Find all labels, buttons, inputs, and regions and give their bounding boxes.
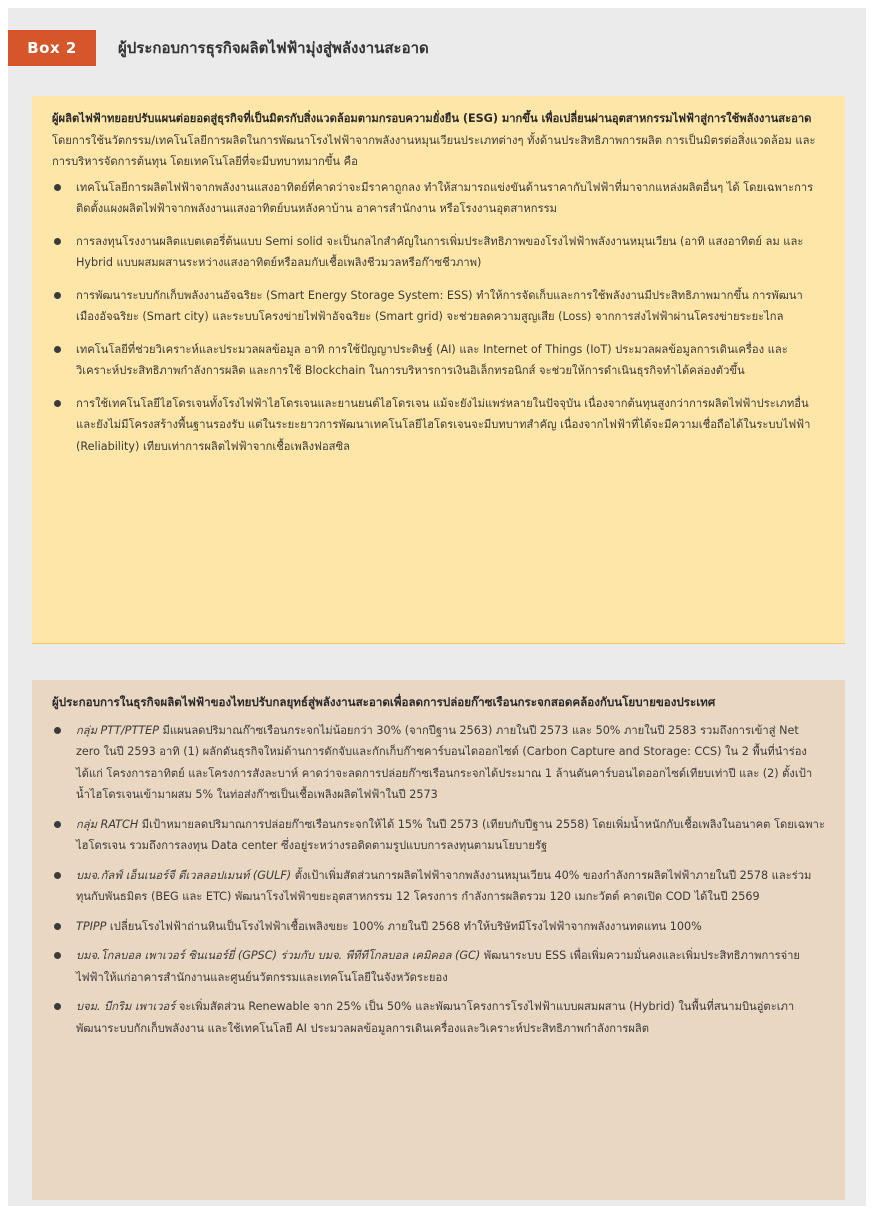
- panel1-intro: [52, 108, 825, 173]
- company-text: มีแผนลดปริมาณก๊าซเรือนกระจกไม่น้อยกว่า 30% (จากปีฐาน 2563) ภายในปี 2573 และ 50% ภายในปี 2583 รวมถึงการเข้าสู่ Net zero ในปี 2593 อาทิ (1) ผลักดันธุรกิจใหม่ด้านการดักจับและกักเก็บก๊าซคาร์บอนไดออกไซด์ (Carbon Capture and Storage: CCS) ใน 2 พื้นที่นำร่อง ได้แก่ โครงการอาทิตย์ และโครงการสังละบาห์ คาดว่าจะลดการปล่อยก๊าซเรือนกระจกได้ประมาณ 1 ล้านตันคาร์บอนไดออกไซด์เทียบเท่าปี และ (2) ตั้งเป้าน้ำไฮโดรเจนเข้ามาผสม 5% ในท่อส่งก๊าซเป็นเชื้อเพลิงผลิตไฟฟ้าในปี 2573: [76, 723, 813, 801]
- company-name: กลุ่ม RATCH: [76, 817, 139, 831]
- list-item: [52, 720, 825, 806]
- technology-list: [52, 177, 825, 458]
- list-item-text: เทคโนโลยีที่ช่วยวิเคราะห์และประมวลผลข้อมูล อาทิ การใช้ปัญญาประดิษฐ์ (AI) และ Internet of Things (IoT) ประมวลผลข้อมูลการเดินเครื่อง และวิเคราะห์ประสิทธิภาพกำลังการผลิต และการใช้ Blockchain ในการบริหารการเงินอิเล็กทรอนิกส์ จะช่วยให้การดำเนินธุรกิจทำได้คล่องตัวขึ้น: [76, 342, 788, 377]
- bullet-icon: [54, 923, 61, 930]
- bullet-icon: [54, 952, 61, 959]
- company-text: จะเพิ่มสัดส่วน Renewable จาก 25% เป็น 50% และพัฒนาโครงการโรงไฟฟ้าแบบผสมผสาน (Hybrid) ในพื้นที่สนามบินอู่ตะเภา พัฒนาระบบกักเก็บพลังงาน และใช้เทคโนโลยี AI ประมวลผลข้อมูลการเดินเครื่องและวิเคราะห์ประสิทธิภาพกำลังการผลิต: [76, 1000, 795, 1035]
- bullet-icon: [54, 821, 61, 828]
- list-item: [52, 916, 825, 938]
- company-text: ตั้งเป้าเพิ่มสัดส่วนการผลิตไฟฟ้าจากพลังงานหมุนเวียน 40% ของกำลังการผลิตไฟฟ้าภายในปี 2578 และร่วมทุนกับพันธมิตร (BEG และ ETC) พัฒนาโรงไฟฟ้าขยะอุตสาหกรรม 12 โครงการ กำลังการผลิตรวม 120 เมกะวัตต์ คาดเปิด COD ได้ในปี 2569: [76, 868, 812, 903]
- company-text: เปลี่ยนโรงไฟฟ้าถ่านหินเป็นโรงไฟฟ้าเชื้อเพลิงขยะ 100% ภายในปี 2568 ทำให้บริษัทมีโรงไฟฟ้าจากพลังงานทดแทน 100%: [106, 919, 702, 933]
- company-list: [52, 720, 825, 1040]
- company-name: TPIPP: [76, 919, 107, 933]
- list-item-text: เทคโนโลยีการผลิตไฟฟ้าจากพลังงานแสงอาทิตย์ที่คาดว่าจะมีราคาถูกลง ทำให้สามารถแข่งขันด้านราคากับไฟฟ้าที่มาจากแหล่งผลิตอื่นๆ ได้ โดยเฉพาะการติดตั้งแผงผลิตไฟฟ้าจากพลังงานแสงอาทิตย์บนหลังคาบ้าน อาคารสำนักงาน หรือโรงงานอุตสาหกรรม: [76, 180, 814, 215]
- bullet-icon: [54, 184, 61, 191]
- list-item: [52, 996, 825, 1039]
- technology-panel: [32, 96, 845, 644]
- list-item: [52, 945, 825, 988]
- bullet-icon: [54, 1003, 61, 1010]
- company-name: บมจ.กัลฟ์ เอ็นเนอร์จี ดีเวลลอปเมนท์ (GULF): [76, 868, 292, 882]
- list-item: [52, 339, 825, 382]
- companies-panel: [32, 680, 845, 1200]
- list-item: [52, 231, 825, 274]
- bullet-icon: [54, 346, 61, 353]
- company-name: บมจ.โกลบอล เพาเวอร์ ซินเนอร์ยี่ (GPSC) ร่วมกับ บมจ. พีทีทีโกลบอล เคมิคอล (GC): [76, 949, 481, 962]
- panel1-intro-rest: โดยการใช้นวัตกรรม/เทคโนโลยีการผลิตในการพัฒนาโรงไฟฟ้าจากพลังงานหมุนเวียนประเภทต่างๆ ทั้งด้านประสิทธิภาพการผลิต การเป็นมิตรต่อสิ่งแวดล้อม และการบริหารจัดการต้นทุน โดยเทคโนโลยีที่จะมีบทบาทมากขึ้น คือ: [52, 133, 816, 168]
- list-item-text: การลงทุนโรงงานผลิตแบตเตอรี่ต้นแบบ Semi solid จะเป็นกลไกสำคัญในการเพิ่มประสิทธิภาพของโรงไฟฟ้าพลังงานหมุนเวียน (อาทิ แสงอาทิตย์ ลม และ Hybrid แบบผสมผสานระหว่างแสงอาทิตย์หรือลมกับเชื้อเพลิงชีวมวลหรือก๊าซชีวภาพ): [76, 234, 804, 269]
- company-name: บจม. บีกริม เพาเวอร์: [76, 1000, 176, 1013]
- box-label: Box 2: [8, 30, 96, 66]
- box-title: ผู้ประกอบการธุรกิจผลิตไฟฟ้ามุ่งสู่พลังงานสะอาด: [118, 39, 429, 57]
- bullet-icon: [54, 872, 61, 879]
- list-item-text: การใช้เทคโนโลยีไฮโดรเจนทั้งโรงไฟฟ้าไฮโดรเจนและยานยนต์ไฮโดรเจน แม้จะยังไม่แพร่หลายในปัจจุบัน เนื่องจากต้นทุนสูงกว่าการผลิตไฟฟ้าประเภทอื่นและยังไม่มีโครงสร้างพื้นฐานรองรับ แต่ในระยะยาวการพัฒนาเทคโนโลยีไฮโดรเจนจะมีบทบาทสำคัญ เนื่องจากไฟฟ้าที่ได้จะมีความเชื่อถือได้ในระบบไฟฟ้า (Reliability) เทียบเท่าการผลิตไฟฟ้าจากเชื้อเพลิงฟอสซิล: [76, 396, 811, 453]
- company-text: พัฒนาระบบ ESS เพื่อเพิ่มความมั่นคงและเพิ่มประสิทธิภาพการจ่ายไฟฟ้าให้แก่อาคารสำนักงานและศูนย์นวัตกรรมและเทคโนโลยีในจังหวัดระยอง: [76, 949, 800, 984]
- box-header: [8, 30, 866, 66]
- bullet-icon: [54, 400, 61, 407]
- list-item-text: การพัฒนาระบบกักเก็บพลังงานอัจฉริยะ (Smart Energy Storage System: ESS) ทำให้การจัดเก็บและการใช้พลังงานมีประสิทธิภาพมากขึ้น การพัฒนาเมืองอัจฉริยะ (Smart city) และระบบโครงข่ายไฟฟ้าอัจฉริยะ (Smart grid) จะช่วยลดความสูญเสีย (Loss) จากการส่งไฟฟ้าผ่านโครงข่ายระยะไกล: [76, 288, 803, 323]
- panel2-heading: ผู้ประกอบการในธุรกิจผลิตไฟฟ้าของไทยปรับกลยุทธ์สู่พลังงานสะอาดเพื่อลดการปล่อยก๊าซเรือนกระจกสอดคล้องกับนโยบายของประเทศ: [52, 695, 716, 709]
- company-text: มีเป้าหมายลดปริมาณการปล่อยก๊าซเรือนกระจกให้ได้ 15% ในปี 2573 (เทียบกับปีฐาน 2558) โดยเพิ่มน้ำหนักกับเชื้อเพลิงในอนาคต โดยเฉพาะไฮโดรเจน รวมถึงการลงทุน Data center ซึ่งอยู่ระหว่างรอติดตามรูปแบบการลงทุนตามนโยบายรัฐ: [76, 817, 825, 852]
- company-name: กลุ่ม PTT/PTTEP: [76, 723, 159, 737]
- list-item: [52, 177, 825, 220]
- list-item: [52, 285, 825, 328]
- panel1-intro-bold: ผู้ผลิตไฟฟ้าทยอยปรับแผนต่อยอดสู่ธุรกิจที่เป็นมิตรกับสิ่งแวดล้อมตามกรอบความยั่งยืน (ESG) มากขึ้น เพื่อเปลี่ยนผ่านอุตสาหกรรมไฟฟ้าสู่การใช้พลังงานสะอาด: [52, 112, 812, 125]
- list-item: [52, 865, 825, 908]
- bullet-icon: [54, 238, 61, 245]
- list-item: [52, 814, 825, 857]
- bullet-icon: [54, 292, 61, 299]
- bullet-icon: [54, 727, 61, 734]
- list-item: [52, 393, 825, 458]
